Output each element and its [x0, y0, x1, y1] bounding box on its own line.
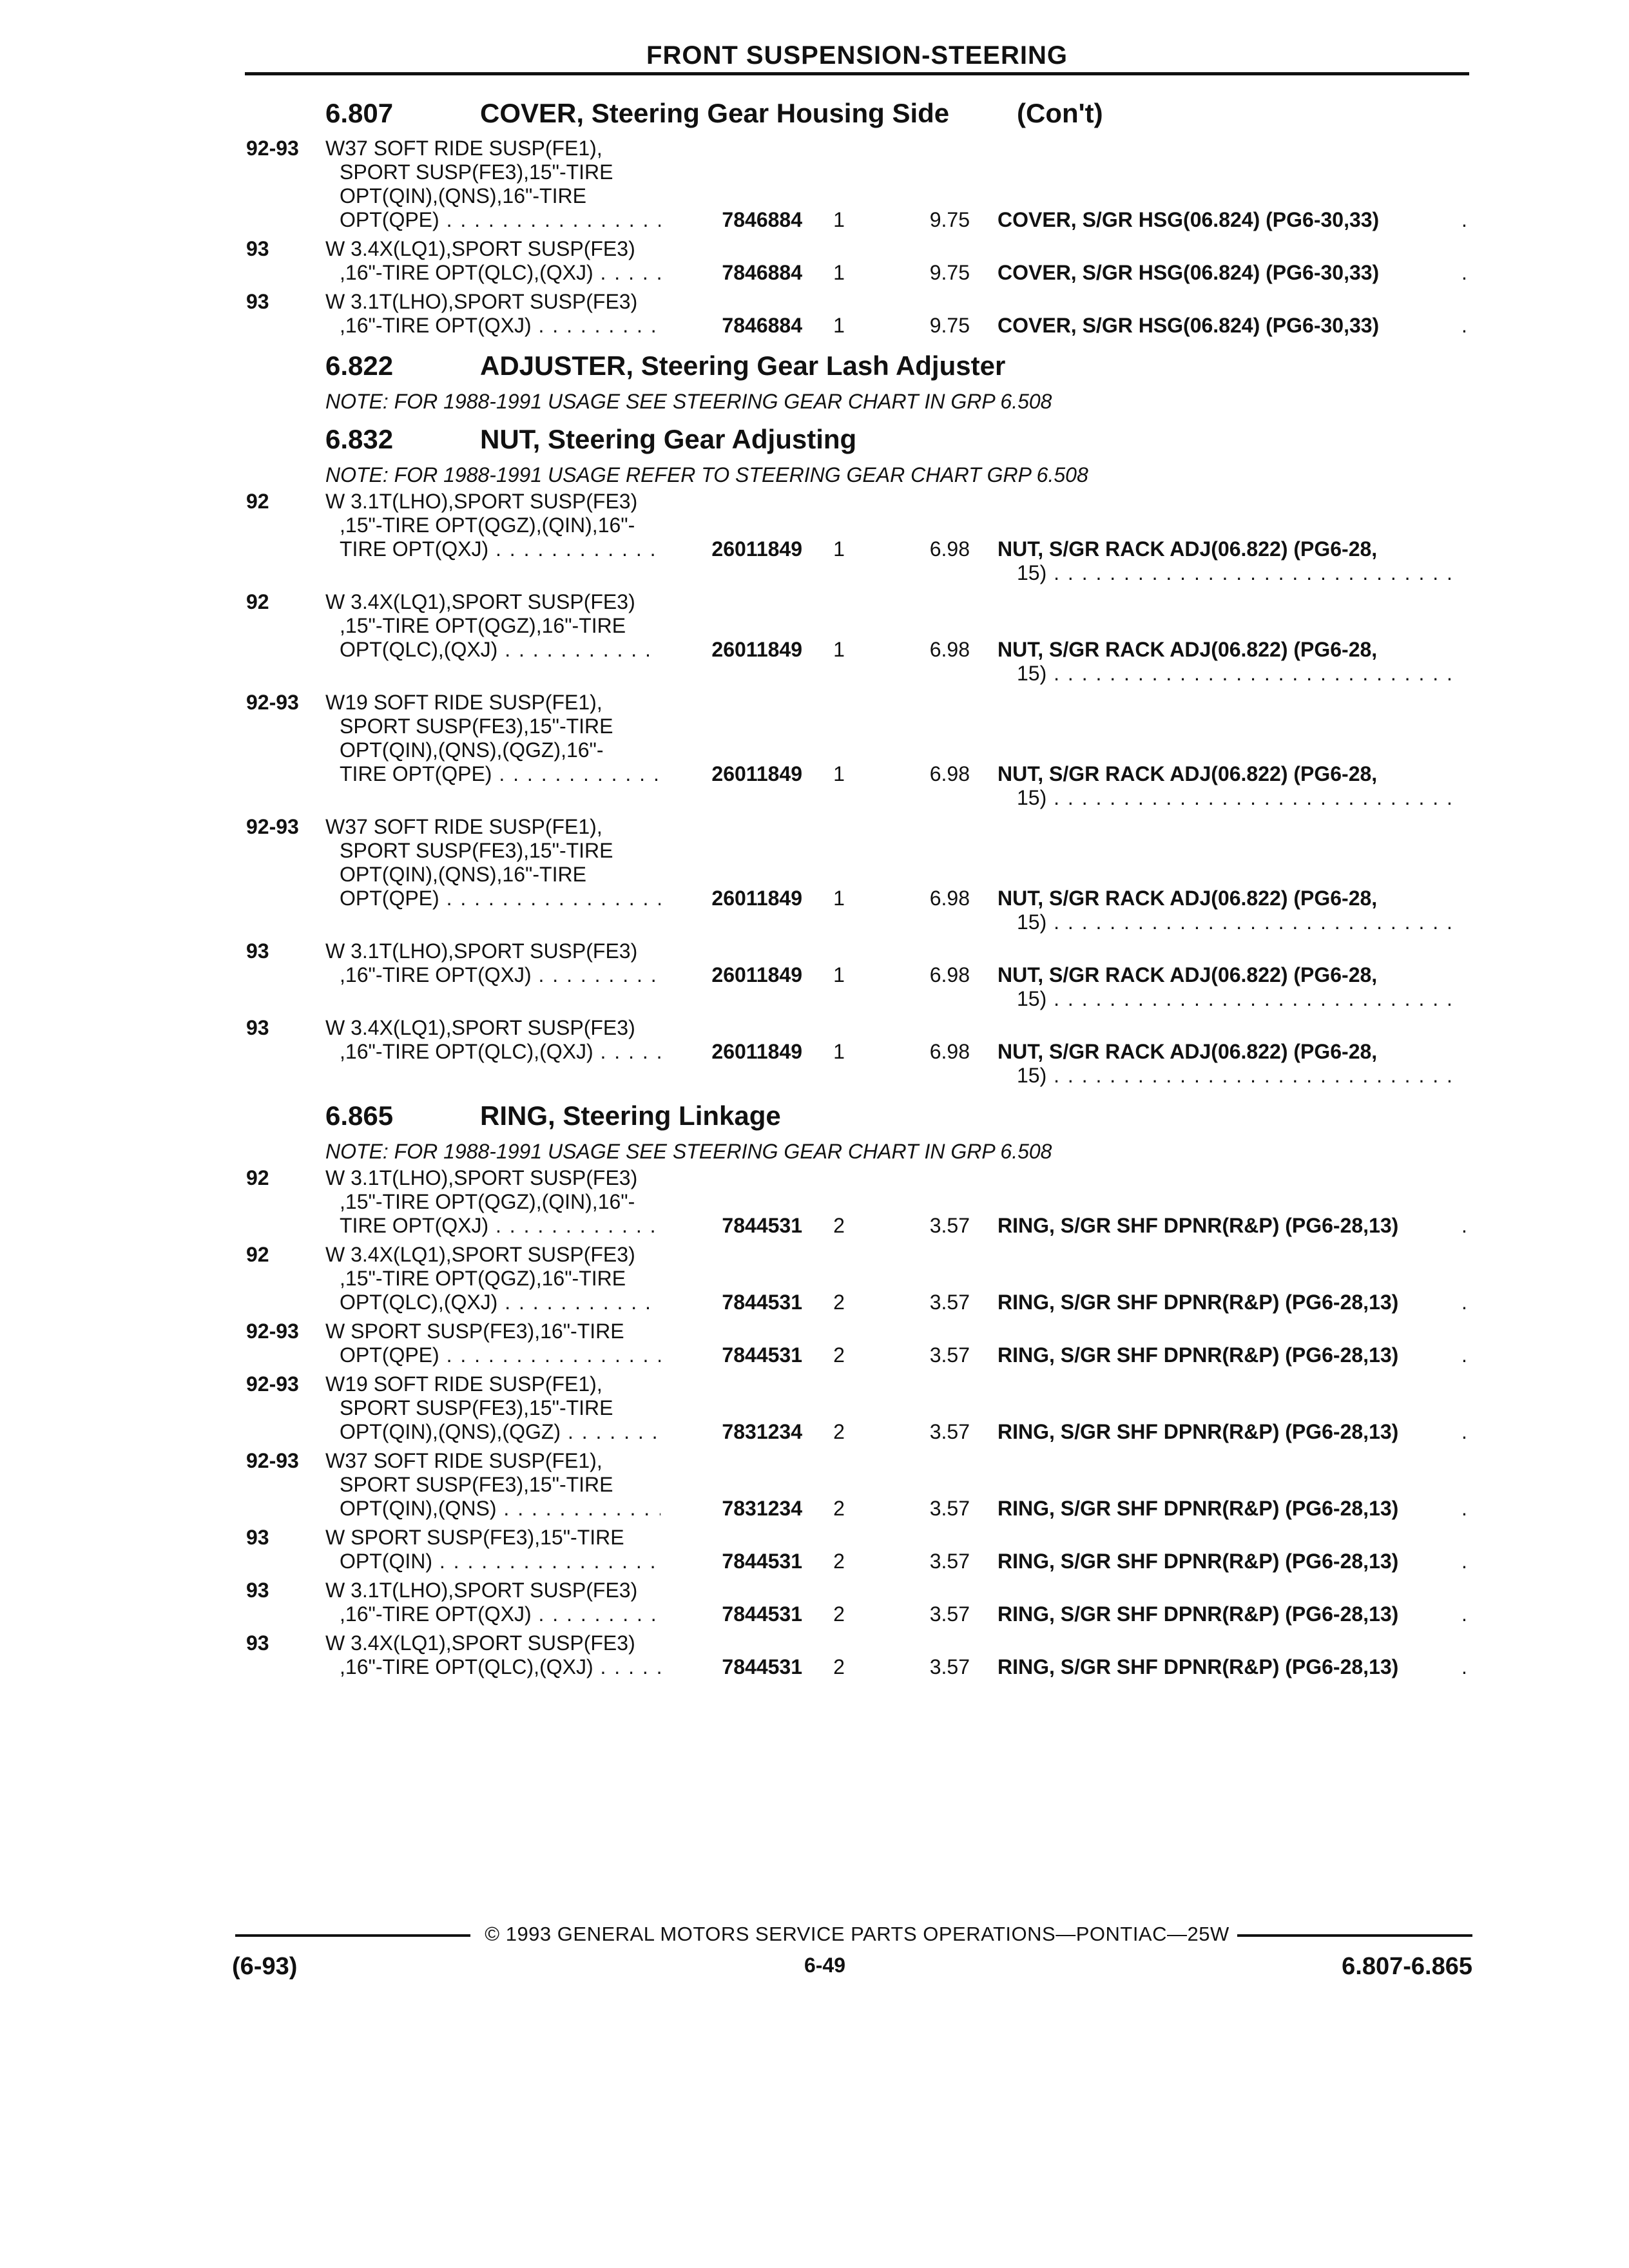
usage-line: W 3.4X(LQ1),SPORT SUSP(FE3) [325, 1243, 635, 1266]
price: 6.98 [929, 537, 970, 561]
model-year: 92 [246, 1166, 269, 1189]
usage-line: W 3.1T(LHO),SPORT SUSP(FE3) [325, 939, 638, 963]
model-year: 92 [246, 490, 269, 513]
part-number: 7846884 [722, 314, 802, 337]
leader-dot: . [1461, 1214, 1467, 1237]
part-description [998, 1602, 1468, 1626]
price: 9.75 [929, 261, 970, 284]
part-number: 26011849 [711, 537, 802, 561]
usage-line: ,15"-TIRE OPT(QGZ),(QIN),16"- [340, 514, 635, 537]
catalog-section [0, 416, 1629, 1088]
usage-line: ,15"-TIRE OPT(QGZ),(QIN),16"- [340, 1190, 635, 1213]
usage-line: W SPORT SUSP(FE3),15"-TIRE [325, 1526, 624, 1549]
part-description [998, 1550, 1468, 1573]
usage-line: ,15"-TIRE OPT(QGZ),16"-TIRE [340, 1267, 626, 1290]
leader-dot: . [1461, 1343, 1467, 1367]
part-description-text: RING, S/GR SHF DPNR(R&P) (PG6-28,13) [998, 1602, 1399, 1626]
section-heading [0, 416, 1629, 463]
usage-line: ,16"-TIRE OPT(QLC),(QXJ) . . . [325, 1655, 660, 1679]
usage-description [325, 1016, 660, 1064]
model-year: 92 [246, 1243, 269, 1266]
quantity: 1 [833, 638, 845, 661]
quantity: 2 [833, 1214, 845, 1237]
quantity: 2 [833, 1420, 845, 1443]
part-number: 7844531 [722, 1214, 802, 1237]
model-year: 92-93 [246, 1449, 299, 1472]
quantity: 1 [833, 208, 845, 231]
part-description [998, 1497, 1468, 1521]
usage-line: SPORT SUSP(FE3),15"-TIRE [340, 715, 613, 738]
usage-line: W19 SOFT RIDE SUSP(FE1), [325, 1372, 602, 1396]
part-description-text: RING, S/GR SHF DPNR(R&P) (PG6-28,13) [998, 1291, 1399, 1314]
section-number: 6.807 [325, 98, 394, 128]
part-description-continued: 15) . . . [998, 561, 1461, 585]
part-description-text: COVER, S/GR HSG(06.824) (PG6-30,33) [998, 314, 1380, 337]
part-description-continued: 15) . . . [998, 987, 1461, 1011]
part-description [998, 314, 1468, 338]
usage-line: OPT(QIN),(QNS),16"-TIRE [340, 184, 586, 207]
part-number: 7844531 [722, 1291, 802, 1314]
usage-line: W 3.1T(LHO),SPORT SUSP(FE3) [325, 1579, 638, 1602]
part-description-text: COVER, S/GR HSG(06.824) (PG6-30,33) [998, 208, 1380, 231]
section-number: 6.865 [325, 1100, 394, 1131]
usage-line: TIRE OPT(QXJ) . . . [325, 537, 660, 561]
part-description-text: NUT, S/GR RACK ADJ(06.822) (PG6-28, [998, 762, 1378, 785]
usage-line: OPT(QIN),(QNS),16"-TIRE [340, 863, 586, 886]
usage-line: OPT(QIN) . . . [325, 1550, 660, 1573]
model-year: 92-93 [246, 1372, 299, 1396]
part-description-continued: 15) . . . [998, 786, 1461, 810]
usage-line: ,16"-TIRE OPT(QLC),(QXJ) . . . [325, 261, 660, 285]
part-description-text: NUT, S/GR RACK ADJ(06.822) (PG6-28, [998, 537, 1378, 561]
price: 9.75 [929, 208, 970, 231]
usage-line: ,15"-TIRE OPT(QGZ),16"-TIRE [340, 614, 626, 637]
part-entry [0, 691, 1629, 810]
catalog-section [0, 343, 1629, 414]
usage-description [325, 815, 660, 910]
quantity: 2 [833, 1602, 845, 1626]
usage-description [325, 1372, 660, 1444]
part-number: 26011849 [711, 887, 802, 910]
usage-line: OPT(QIN),(QNS) . . . [325, 1497, 660, 1521]
leader-dot: . [1461, 314, 1467, 337]
price: 6.98 [929, 1040, 970, 1063]
part-description [998, 1291, 1468, 1314]
footer-rule-left [235, 1934, 470, 1937]
section-title: NUT, Steering Gear Adjusting [480, 424, 857, 454]
quantity: 2 [833, 1343, 845, 1367]
part-number: 7844531 [722, 1655, 802, 1678]
part-description [998, 537, 1468, 585]
quantity: 1 [833, 537, 845, 561]
part-description [998, 762, 1468, 810]
part-description [998, 1420, 1468, 1444]
part-description-text: NUT, S/GR RACK ADJ(06.822) (PG6-28, [998, 1040, 1378, 1063]
section-number: 6.832 [325, 424, 394, 454]
part-number: 7831234 [722, 1497, 802, 1520]
usage-description [325, 1631, 660, 1679]
part-number: 7831234 [722, 1420, 802, 1443]
model-year: 93 [246, 1579, 269, 1602]
usage-line: OPT(QLC),(QXJ) . . . [325, 638, 660, 662]
footer-group-range: 6.807-6.865 [1342, 1953, 1472, 1980]
section-title: RING, Steering Linkage [480, 1100, 781, 1131]
usage-line: SPORT SUSP(FE3),15"-TIRE [340, 1396, 613, 1419]
part-description [998, 208, 1468, 232]
model-year: 93 [246, 1631, 269, 1655]
usage-line: ,16"-TIRE OPT(QXJ) . . . [325, 963, 660, 987]
part-description [998, 1343, 1468, 1367]
part-entry [0, 1449, 1629, 1521]
section-note: NOTE: FOR 1988-1991 USAGE SEE STEERING GEAR CHART IN GRP 6.508 [325, 1140, 1052, 1163]
part-description [998, 261, 1468, 285]
part-entry [0, 815, 1629, 934]
price: 3.57 [929, 1343, 970, 1367]
part-description [998, 887, 1468, 934]
part-entry [0, 237, 1629, 285]
usage-description [325, 1526, 660, 1573]
usage-line: W 3.1T(LHO),SPORT SUSP(FE3) [325, 490, 638, 513]
part-description-text: NUT, S/GR RACK ADJ(06.822) (PG6-28, [998, 963, 1378, 986]
part-description [998, 963, 1468, 1011]
quantity: 2 [833, 1655, 845, 1678]
catalog-content [0, 90, 1629, 1684]
part-number: 26011849 [711, 762, 802, 785]
leader-dot: . [1461, 261, 1467, 284]
usage-description [325, 1449, 660, 1521]
part-description-text: RING, S/GR SHF DPNR(R&P) (PG6-28,13) [998, 1214, 1399, 1237]
model-year: 93 [246, 939, 269, 963]
leader-dot: . [1461, 1655, 1467, 1678]
price: 3.57 [929, 1214, 970, 1237]
quantity: 1 [833, 963, 845, 986]
model-year: 92-93 [246, 1320, 299, 1343]
part-number: 7846884 [722, 261, 802, 284]
usage-line: W 3.1T(LHO),SPORT SUSP(FE3) [325, 290, 638, 313]
header-rule [245, 72, 1469, 75]
model-year: 93 [246, 1016, 269, 1039]
part-entry [0, 1372, 1629, 1444]
part-description-text: RING, S/GR SHF DPNR(R&P) (PG6-28,13) [998, 1550, 1399, 1573]
part-description-continued: 15) . . . [998, 910, 1461, 934]
section-heading [0, 90, 1629, 137]
section-heading [0, 343, 1629, 389]
usage-line: W SPORT SUSP(FE3),16"-TIRE [325, 1320, 624, 1343]
usage-line: TIRE OPT(QXJ) . . . [325, 1214, 660, 1238]
usage-line: SPORT SUSP(FE3),15"-TIRE [340, 839, 613, 862]
quantity: 1 [833, 314, 845, 337]
usage-description [325, 939, 660, 987]
part-description-continued: 15) . . . [998, 662, 1461, 686]
usage-line: W 3.4X(LQ1),SPORT SUSP(FE3) [325, 237, 635, 260]
footer-revision-date: (6-93) [232, 1953, 298, 1980]
part-entry [0, 1243, 1629, 1314]
usage-description [325, 237, 660, 285]
usage-line: W19 SOFT RIDE SUSP(FE1), [325, 691, 602, 714]
section-note: NOTE: FOR 1988-1991 USAGE SEE STEERING GEAR CHART IN GRP 6.508 [325, 390, 1052, 413]
part-description-text: RING, S/GR SHF DPNR(R&P) (PG6-28,13) [998, 1497, 1399, 1520]
usage-line: TIRE OPT(QPE) . . . [325, 762, 660, 786]
part-description-text: COVER, S/GR HSG(06.824) (PG6-30,33) [998, 261, 1380, 284]
part-entry [0, 1579, 1629, 1626]
leader-dot: . [1461, 1497, 1467, 1520]
price: 3.57 [929, 1291, 970, 1314]
catalog-section [0, 90, 1629, 338]
part-description [998, 1655, 1468, 1679]
usage-line: W 3.4X(LQ1),SPORT SUSP(FE3) [325, 1016, 635, 1039]
usage-line: OPT(QIN),(QNS),(QGZ) . . . [325, 1420, 660, 1444]
part-number: 26011849 [711, 1040, 802, 1063]
part-number: 7844531 [722, 1550, 802, 1573]
usage-line: W37 SOFT RIDE SUSP(FE1), [325, 815, 602, 838]
leader-dot: . [1461, 1420, 1467, 1443]
usage-line: ,16"-TIRE OPT(QXJ) . . . [325, 314, 660, 338]
part-description-text: NUT, S/GR RACK ADJ(06.822) (PG6-28, [998, 887, 1378, 910]
usage-description [325, 490, 660, 561]
part-description-continued: 15) . . . [998, 1064, 1461, 1088]
price: 3.57 [929, 1420, 970, 1443]
catalog-section [0, 1093, 1629, 1679]
price: 3.57 [929, 1602, 970, 1626]
model-year: 93 [246, 290, 269, 313]
part-number: 7844531 [722, 1602, 802, 1626]
quantity: 1 [833, 261, 845, 284]
section-note: NOTE: FOR 1988-1991 USAGE REFER TO STEERING GEAR CHART GRP 6.508 [325, 463, 1088, 486]
price: 9.75 [929, 314, 970, 337]
part-entry [0, 1320, 1629, 1367]
quantity: 1 [833, 1040, 845, 1063]
part-number: 7846884 [722, 208, 802, 231]
usage-line: W 3.4X(LQ1),SPORT SUSP(FE3) [325, 590, 635, 613]
part-number: 26011849 [711, 638, 802, 661]
usage-description [325, 590, 660, 662]
usage-line: W 3.4X(LQ1),SPORT SUSP(FE3) [325, 1631, 635, 1655]
usage-line: W37 SOFT RIDE SUSP(FE1), [325, 137, 602, 160]
part-entry [0, 1526, 1629, 1573]
page-header-title: FRONT SUSPENSION-STEERING [646, 41, 1068, 70]
section-title: ADJUSTER, Steering Gear Lash Adjuster [480, 351, 1006, 381]
part-entry [0, 1631, 1629, 1679]
part-description-text: RING, S/GR SHF DPNR(R&P) (PG6-28,13) [998, 1655, 1399, 1678]
part-entry [0, 1016, 1629, 1088]
leader-dot: . [1461, 1602, 1467, 1626]
usage-line: OPT(QPE) . . . [325, 887, 660, 910]
model-year: 92-93 [246, 691, 299, 714]
usage-line: OPT(QIN),(QNS),(QGZ),16"- [340, 738, 604, 762]
part-description [998, 1214, 1468, 1238]
price: 3.57 [929, 1497, 970, 1520]
part-description-text: NUT, S/GR RACK ADJ(06.822) (PG6-28, [998, 638, 1378, 661]
usage-description [325, 1166, 660, 1238]
usage-line: W 3.1T(LHO),SPORT SUSP(FE3) [325, 1166, 638, 1189]
usage-line: SPORT SUSP(FE3),15"-TIRE [340, 160, 613, 184]
footer-page-number: 6-49 [804, 1954, 846, 1977]
usage-line: OPT(QPE) . . . [325, 1343, 660, 1367]
model-year: 92-93 [246, 815, 299, 838]
footer-copyright: © 1993 GENERAL MOTORS SERVICE PARTS OPERATIONS—PONTIAC—25W [485, 1923, 1229, 1945]
usage-line: OPT(QPE) . . . [325, 208, 660, 232]
usage-description [325, 1579, 660, 1626]
price: 6.98 [929, 638, 970, 661]
part-entry [0, 939, 1629, 1011]
section-continued-label: (Con't) [1017, 98, 1103, 128]
quantity: 1 [833, 887, 845, 910]
quantity: 2 [833, 1497, 845, 1520]
leader-dot: . [1461, 1291, 1467, 1314]
model-year: 92 [246, 590, 269, 613]
part-entry [0, 590, 1629, 686]
leader-dot: . [1461, 1550, 1467, 1573]
section-heading [0, 1093, 1629, 1139]
section-title: COVER, Steering Gear Housing Side [480, 98, 950, 128]
usage-line: SPORT SUSP(FE3),15"-TIRE [340, 1473, 613, 1496]
part-description-text: RING, S/GR SHF DPNR(R&P) (PG6-28,13) [998, 1343, 1399, 1367]
usage-line: ,16"-TIRE OPT(QLC),(QXJ) . . . [325, 1040, 660, 1064]
price: 6.98 [929, 887, 970, 910]
quantity: 1 [833, 762, 845, 785]
part-description [998, 1040, 1468, 1088]
price: 3.57 [929, 1550, 970, 1573]
price: 6.98 [929, 762, 970, 785]
price: 3.57 [929, 1655, 970, 1678]
part-entry [0, 1166, 1629, 1238]
model-year: 93 [246, 237, 269, 260]
part-entry [0, 290, 1629, 338]
usage-line: ,16"-TIRE OPT(QXJ) . . . [325, 1602, 660, 1626]
usage-description [325, 691, 660, 786]
part-entry [0, 137, 1629, 232]
usage-description [325, 137, 660, 232]
part-number: 26011849 [711, 963, 802, 986]
model-year: 92-93 [246, 137, 299, 160]
leader-dot: . [1461, 208, 1467, 231]
price: 6.98 [929, 963, 970, 986]
model-year: 93 [246, 1526, 269, 1549]
usage-line: W37 SOFT RIDE SUSP(FE1), [325, 1449, 602, 1472]
footer-rule-right [1237, 1934, 1472, 1937]
quantity: 2 [833, 1291, 845, 1314]
part-number: 7844531 [722, 1343, 802, 1367]
usage-line: OPT(QLC),(QXJ) . . . [325, 1291, 660, 1314]
section-number: 6.822 [325, 351, 394, 381]
quantity: 2 [833, 1550, 845, 1573]
part-description-text: RING, S/GR SHF DPNR(R&P) (PG6-28,13) [998, 1420, 1399, 1443]
usage-description [325, 1320, 660, 1367]
usage-description [325, 290, 660, 338]
part-description [998, 638, 1468, 686]
usage-description [325, 1243, 660, 1314]
part-entry [0, 490, 1629, 585]
